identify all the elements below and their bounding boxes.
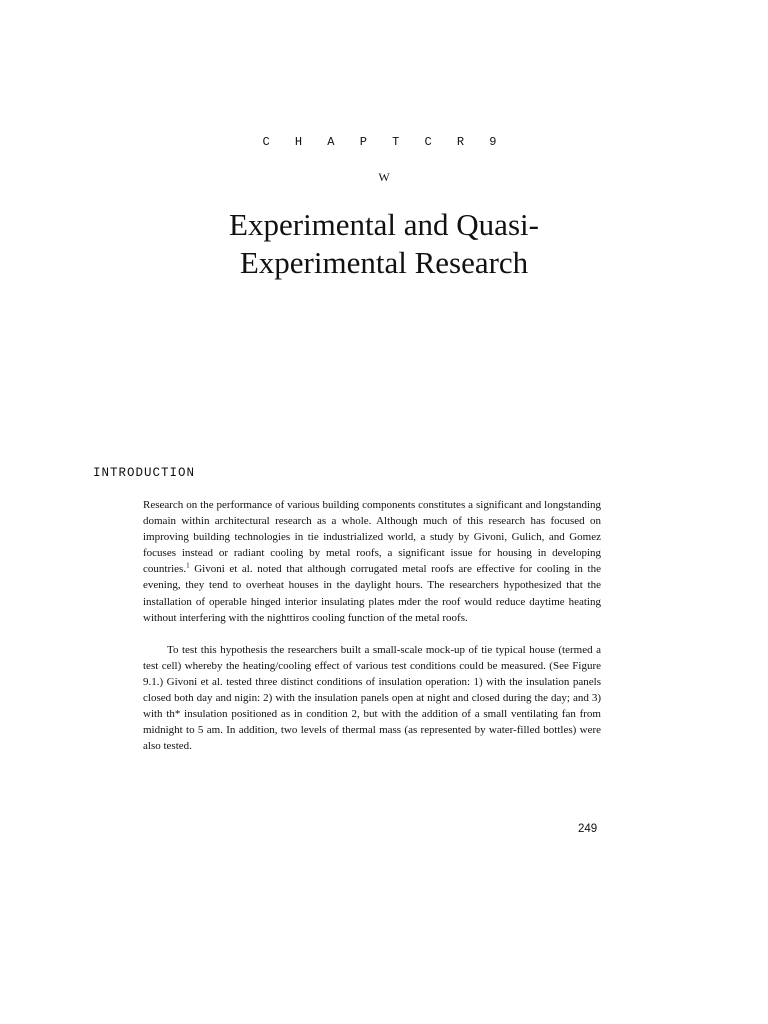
chapter-title — [0, 206, 768, 282]
paragraph-1 — [143, 497, 601, 626]
footnote-marker[interactable]: 1 — [186, 561, 190, 570]
chapter-title-line-1: Experimental and Quasi- — [229, 207, 539, 242]
body-text — [143, 497, 601, 754]
section-heading: INTRODUCTION — [93, 466, 196, 480]
page-number: 249 — [578, 823, 598, 835]
chapter-ornament: W — [378, 170, 390, 184]
chapter-title-line-2: Experimental Research — [239, 245, 529, 280]
paragraph-1-text-end: Givoni et al. noted that although corrugated metal roofs are effective for cooling in the evening, they tend to overheat houses in the daylight hours. The researchers hypothesized that the installation of operable hinged interior insulating plates mder the roof would reduce daytime heating without interfering with the nighttiros cooling function of the metal roofs. — [143, 563, 601, 624]
paragraph-1-text-start: Research on the performance of various building components constitutes a significant and longstanding domain within architectural research as a whole. Although much of this research has focused on improving building technologies in tie industrialized world, a study by Givoni, Gulich, and Gomez focuses instead or radiant cooling by metal roofs, a significant issue for housing in developing countries. — [143, 499, 601, 576]
paragraph-2: To test this hypothesis the researchers built a small-scale mock-up of tie typical house (termed a test cell) whereby the heating/cooling effect of various test conditions could be measured. (See Figure 9.1.) Givoni et al. tested three distinct conditions of insulation operation: 1) with the insulation panels closed both day and nigin: 2) with the insulation panels open at night and closed during the day; and 3) with th* insulation positioned as in condition 2, but with the addition of a small ventilating fan from midnight to 5 am. In addition, two levels of thermal mass (as represented by water-filled bottles) were also tested. — [143, 643, 601, 753]
chapter-label: C H A P T C R 9 — [262, 135, 506, 149]
